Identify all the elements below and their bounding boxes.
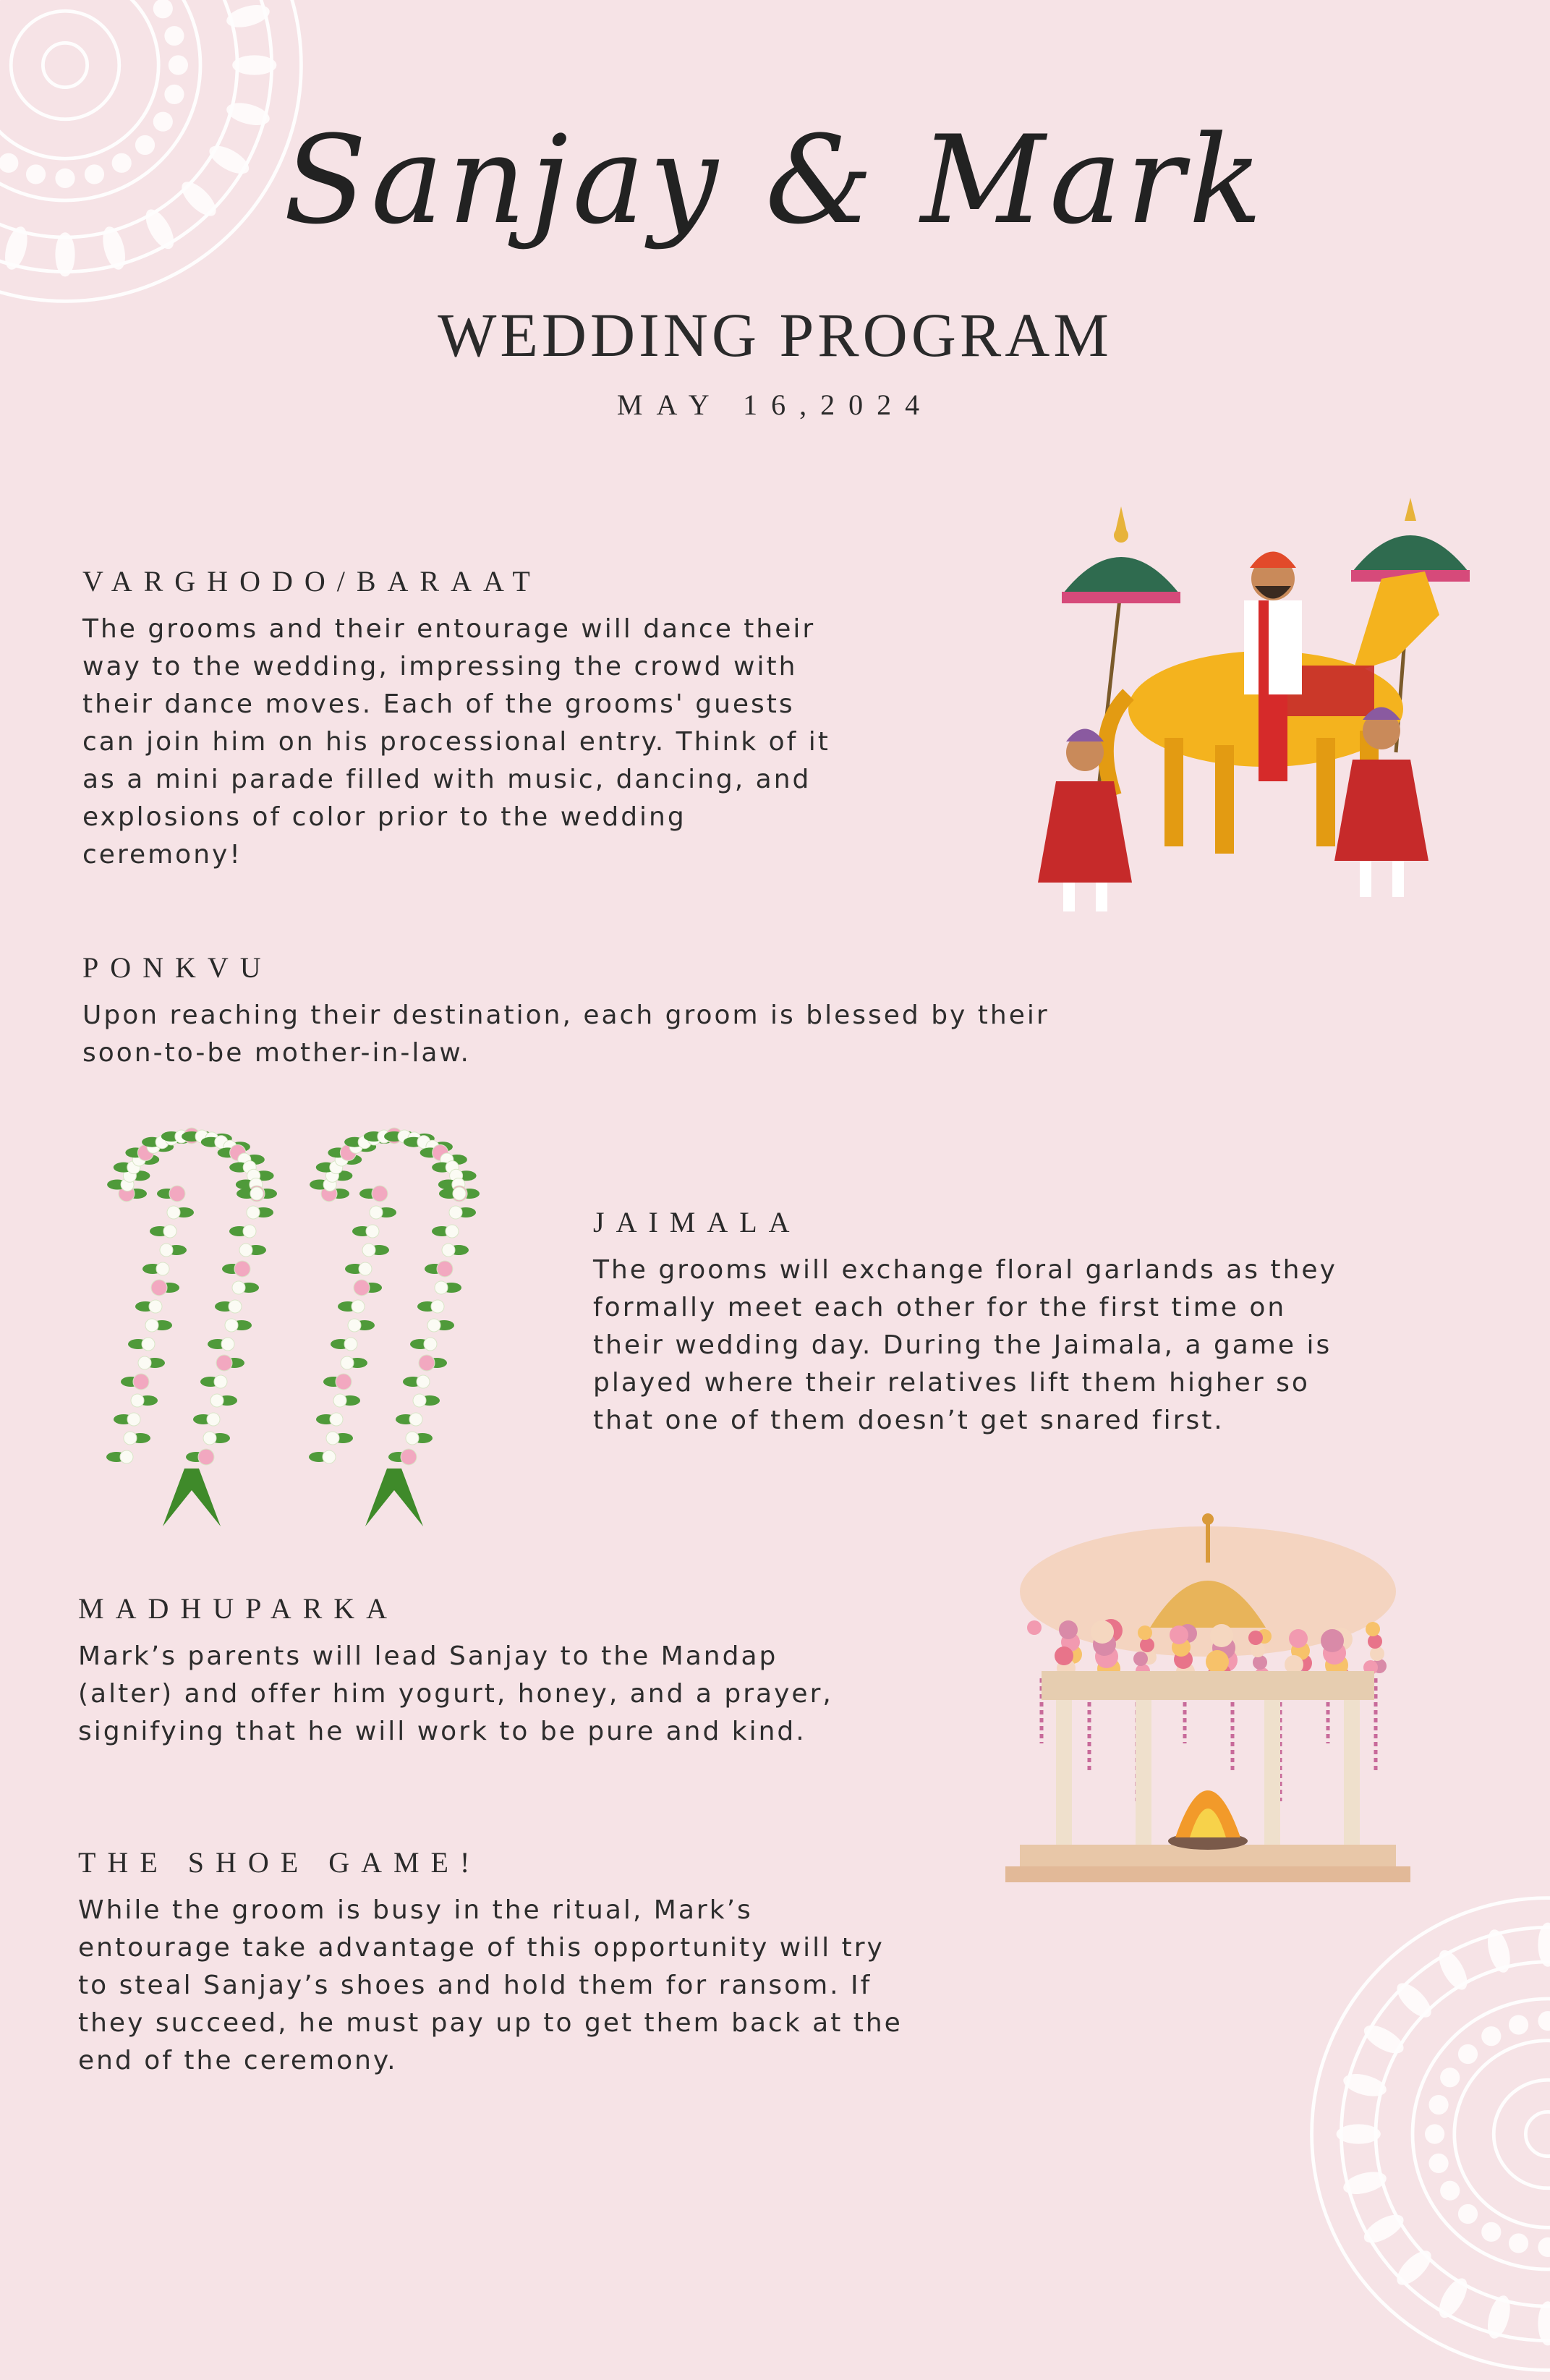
section-body — [593, 1251, 1483, 1440]
section-ponkvu — [82, 952, 1211, 1072]
section-heading: PONKVU — [82, 951, 273, 984]
body-line: ceremony! — [82, 840, 242, 870]
body-line: they succeed, he must pay up to get them back at the — [78, 2008, 903, 2038]
body-line: The grooms will exchange floral garlands as they — [593, 1255, 1337, 1285]
garland-left-icon — [106, 1128, 277, 1526]
mandap-illustration — [991, 1505, 1425, 1910]
body-line: soon-to-be mother-in-law. — [82, 1038, 471, 1068]
body-line: Mark’s parents will lead Sanjay to the Mandap — [78, 1641, 778, 1671]
body-line: The grooms and their entourage will dance their — [82, 614, 816, 644]
section-heading: THE SHOE GAME! — [78, 1846, 482, 1879]
body-line: their wedding day. During the Jaimala, a game is — [593, 1330, 1332, 1360]
section-heading: MADHUPARKA — [78, 1592, 399, 1625]
body-line: Upon reaching their destination, each groom is blessed by their — [82, 1000, 1049, 1030]
sacred-fire-icon — [1168, 1790, 1248, 1850]
floral-garlands-illustration — [87, 1114, 499, 1541]
garland-right-icon — [309, 1128, 480, 1526]
body-line: entourage take advantage of this opportunity will try — [78, 1933, 885, 1963]
body-line: played where their relatives lift them higher so — [593, 1368, 1310, 1398]
section-body — [82, 611, 950, 874]
body-line: explosions of color prior to the wedding — [82, 802, 686, 832]
section-jaimala — [593, 1207, 1483, 1440]
body-line: as a mini parade filled with music, dancing, and — [82, 765, 812, 794]
body-line: formally meet each other for the first time on — [593, 1293, 1287, 1322]
body-line: can join him on his processional entry. Think of it — [82, 727, 830, 757]
body-line: that one of them doesn’t get snared first. — [593, 1406, 1225, 1435]
program-title: WEDDING PROGRAM — [438, 300, 1112, 370]
section-heading: JAIMALA — [593, 1206, 801, 1238]
body-line: signifying that he will work to be pure and kind. — [78, 1717, 806, 1746]
body-line: end of the ceremony. — [78, 2046, 398, 2075]
baraat-procession-illustration — [1005, 492, 1483, 919]
attendant-left-icon — [1038, 729, 1132, 912]
section-varghodo-baraat — [82, 566, 950, 874]
mandala-ornament-bottom-right — [1302, 1888, 1550, 2380]
section-heading: VARGHODO/BARAAT — [82, 565, 542, 598]
section-body — [82, 997, 1211, 1072]
section-shoe-game — [78, 1847, 1033, 2080]
couple-names: Sanjay & Mark — [283, 109, 1267, 251]
body-line: While the groom is busy in the ritual, Mark’s — [78, 1895, 753, 1925]
body-line: their dance moves. Each of the grooms' guests — [82, 689, 795, 719]
section-body — [78, 1638, 946, 1751]
section-madhuparka — [78, 1593, 946, 1751]
body-line: (alter) and offer him yogurt, honey, and a prayer, — [78, 1679, 833, 1709]
body-line: to steal Sanjay’s shoes and hold them for ransom. If — [78, 1971, 872, 2000]
body-line: way to the wedding, impressing the crowd with — [82, 652, 798, 681]
mandap-structure-icon — [1005, 1671, 1410, 1882]
wedding-date: MAY 16,2024 — [616, 388, 934, 421]
section-body — [78, 1892, 1033, 2080]
